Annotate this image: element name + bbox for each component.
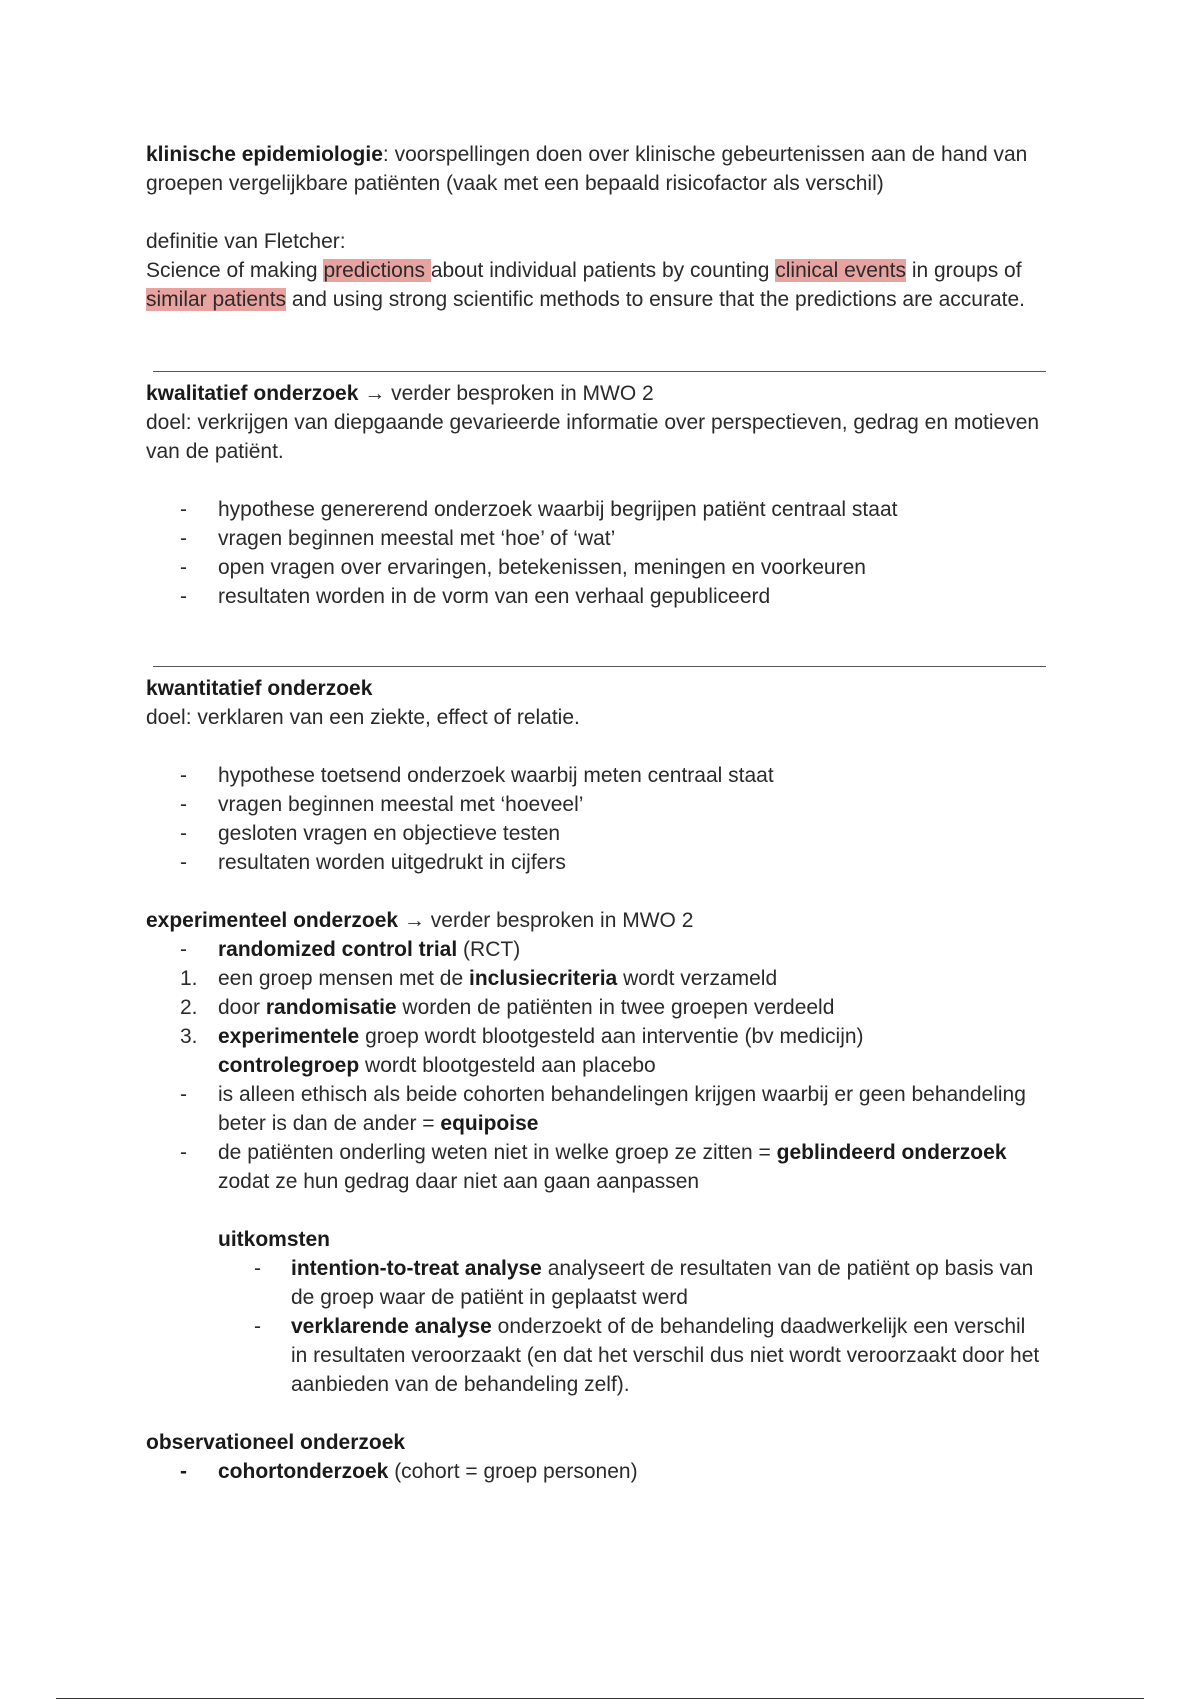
itt-term: intention-to-treat analyse bbox=[291, 1257, 542, 1280]
kwan-heading bbox=[146, 674, 1046, 703]
rct-abbr: (RCT) bbox=[457, 938, 521, 961]
list-item-text: onderzoekt of de behandeling daadwerkelijk een verschil in resultaten veroorzaakt (en dat het verschil dus niet wordt veroorzaakt door het aanbieden van de behandeling zelf). bbox=[291, 1315, 1040, 1396]
outcomes-list bbox=[146, 1254, 1046, 1399]
divider bbox=[153, 371, 1046, 372]
list-item bbox=[146, 935, 1046, 964]
step-text: door bbox=[218, 996, 266, 1019]
list-item bbox=[146, 524, 1046, 553]
step-text: wordt blootgesteld aan placebo bbox=[359, 1054, 656, 1077]
list-item-text: is alleen ethisch als beide cohorten behandelingen krijgen waarbij er geen behandeling beter is dan de ander = bbox=[218, 1083, 1026, 1135]
number-marker: 2. bbox=[180, 996, 198, 1019]
step-text: een groep mensen met de bbox=[218, 967, 469, 990]
dash-marker: - bbox=[254, 1315, 261, 1338]
dash-marker: - bbox=[180, 938, 187, 961]
kwal-goal: doel: verkrijgen van diepgaande gevarieerde informatie over perspectieven, gedrag en motieven van de patiënt. bbox=[146, 411, 1040, 463]
fletcher-definition bbox=[146, 256, 1046, 314]
list-item-text: hypothese toetsend onderzoek waarbij meten centraal staat bbox=[218, 764, 774, 787]
exp-ref: verder besproken in MWO 2 bbox=[430, 909, 694, 932]
fletcher-label: definitie van Fletcher: bbox=[146, 230, 346, 253]
step-text: wordt verzameld bbox=[617, 967, 778, 990]
step-term: controlegroep bbox=[218, 1054, 360, 1077]
exp-rct-list bbox=[146, 935, 1046, 964]
intro-term: klinische epidemiologie bbox=[146, 143, 383, 166]
obs-heading bbox=[146, 1428, 1046, 1457]
list-item bbox=[146, 790, 1046, 819]
dash-marker: - bbox=[180, 556, 187, 579]
list-item bbox=[146, 848, 1046, 877]
list-item bbox=[146, 495, 1046, 524]
list-item-text: hypothese genererend onderzoek waarbij begrijpen patiënt centraal staat bbox=[218, 498, 898, 521]
list-item-text: vragen beginnen meestal met ‘hoeveel’ bbox=[218, 793, 584, 816]
step-term: inclusiecriteria bbox=[469, 967, 618, 990]
dash-marker: - bbox=[180, 1083, 187, 1106]
list-item-text: de patiënten onderling weten niet in welke groep ze zitten = bbox=[218, 1141, 777, 1164]
exp-title: experimenteel onderzoek bbox=[146, 909, 399, 932]
divider bbox=[153, 666, 1046, 667]
list-item bbox=[146, 1080, 1046, 1138]
obs-title: observationeel onderzoek bbox=[146, 1431, 406, 1454]
step-term: experimentele bbox=[218, 1025, 360, 1048]
document-page bbox=[146, 140, 1046, 1486]
kwal-title: kwalitatief onderzoek bbox=[146, 382, 359, 405]
list-item bbox=[146, 1312, 1046, 1399]
dash-marker: - bbox=[180, 851, 187, 874]
list-item bbox=[146, 761, 1046, 790]
arrow-icon: → bbox=[358, 382, 392, 405]
outcomes-title: uitkomsten bbox=[218, 1228, 331, 1251]
obs-list bbox=[146, 1457, 1046, 1486]
fletcher-text-a: Science of making bbox=[146, 259, 324, 282]
list-item-text: vragen beginnen meestal met ‘hoe’ of ‘wat’ bbox=[218, 527, 616, 550]
dash-marker: - bbox=[180, 793, 187, 816]
number-marker: 3. bbox=[180, 1025, 198, 1048]
kwal-heading bbox=[146, 379, 1046, 408]
step-item bbox=[146, 964, 1046, 993]
kwan-goal: doel: verklaren van een ziekte, effect of relatie. bbox=[146, 706, 580, 729]
list-item-text: gesloten vragen en objectieve testen bbox=[218, 822, 561, 845]
list-item bbox=[146, 1457, 1046, 1486]
dash-marker: - bbox=[180, 822, 187, 845]
list-item-text: zodat ze hun gedrag daar niet aan gaan aanpassen bbox=[218, 1170, 700, 1193]
list-item bbox=[146, 819, 1046, 848]
exp-heading bbox=[146, 906, 1046, 935]
list-item bbox=[146, 582, 1046, 611]
exp-notes bbox=[146, 1080, 1046, 1196]
fletcher-text-d: and using strong scientific methods to ensure that the predictions are accurate. bbox=[286, 288, 1025, 311]
step-term: randomisatie bbox=[265, 996, 397, 1019]
cohort-term: cohortonderzoek bbox=[218, 1460, 389, 1483]
list-item-text: analyseert de resultaten van de patiënt op basis van de groep waar de patiënt in geplaatst werd bbox=[291, 1257, 1034, 1309]
highlight-similar-patients: similar patients bbox=[146, 288, 287, 311]
dash-marker: - bbox=[254, 1257, 261, 1280]
list-item-text: resultaten worden uitgedrukt in cijfers bbox=[218, 851, 566, 874]
list-item bbox=[146, 553, 1046, 582]
step-item bbox=[146, 993, 1046, 1022]
number-marker: 1. bbox=[180, 967, 198, 990]
list-item-text: open vragen over ervaringen, betekenissen, meningen en voorkeuren bbox=[218, 556, 866, 579]
step-text: worden de patiënten in twee groepen verdeeld bbox=[396, 996, 835, 1019]
list-item bbox=[146, 1138, 1046, 1196]
kwal-ref: verder besproken in MWO 2 bbox=[391, 382, 654, 405]
rct-term: randomized control trial bbox=[218, 938, 458, 961]
kwan-title: kwantitatief onderzoek bbox=[146, 677, 373, 700]
dash-marker: - bbox=[180, 498, 187, 521]
step-item bbox=[146, 1022, 1046, 1080]
equipoise-term: equipoise bbox=[440, 1112, 539, 1135]
highlight-clinical-events: clinical events bbox=[775, 259, 906, 282]
dash-marker: - bbox=[180, 1141, 187, 1164]
kwal-list bbox=[146, 495, 1046, 611]
footer-divider bbox=[56, 1698, 1144, 1699]
intro-text: : voorspellingen doen over klinische gebeurtenissen aan de hand van groepen vergelijkbare patiënten (vaak met een bepaald risicofactor als verschil) bbox=[146, 143, 1028, 195]
fletcher-text-c: in groups of bbox=[905, 259, 1022, 282]
list-item-text: resultaten worden in de vorm van een verhaal gepubliceerd bbox=[218, 585, 771, 608]
dash-marker: - bbox=[180, 585, 187, 608]
intro-paragraph bbox=[146, 140, 1046, 198]
step-text: groep wordt blootgesteld aan interventie (bv medicijn) bbox=[359, 1025, 864, 1048]
dash-marker: - bbox=[180, 527, 187, 550]
highlight-predictions: predictions bbox=[323, 259, 431, 282]
list-item bbox=[146, 1254, 1046, 1312]
exp-steps bbox=[146, 964, 1046, 1080]
fletcher-text-b: about individual patients by counting bbox=[430, 259, 776, 282]
outcomes-heading bbox=[146, 1225, 1046, 1254]
va-term: verklarende analyse bbox=[291, 1315, 492, 1338]
blinded-term: geblindeerd onderzoek bbox=[776, 1141, 1007, 1164]
dash-marker: - bbox=[180, 1460, 187, 1483]
dash-marker: - bbox=[180, 764, 187, 787]
list-item-text: (cohort = groep personen) bbox=[388, 1460, 638, 1483]
arrow-icon: → bbox=[398, 909, 431, 932]
kwan-list bbox=[146, 761, 1046, 877]
